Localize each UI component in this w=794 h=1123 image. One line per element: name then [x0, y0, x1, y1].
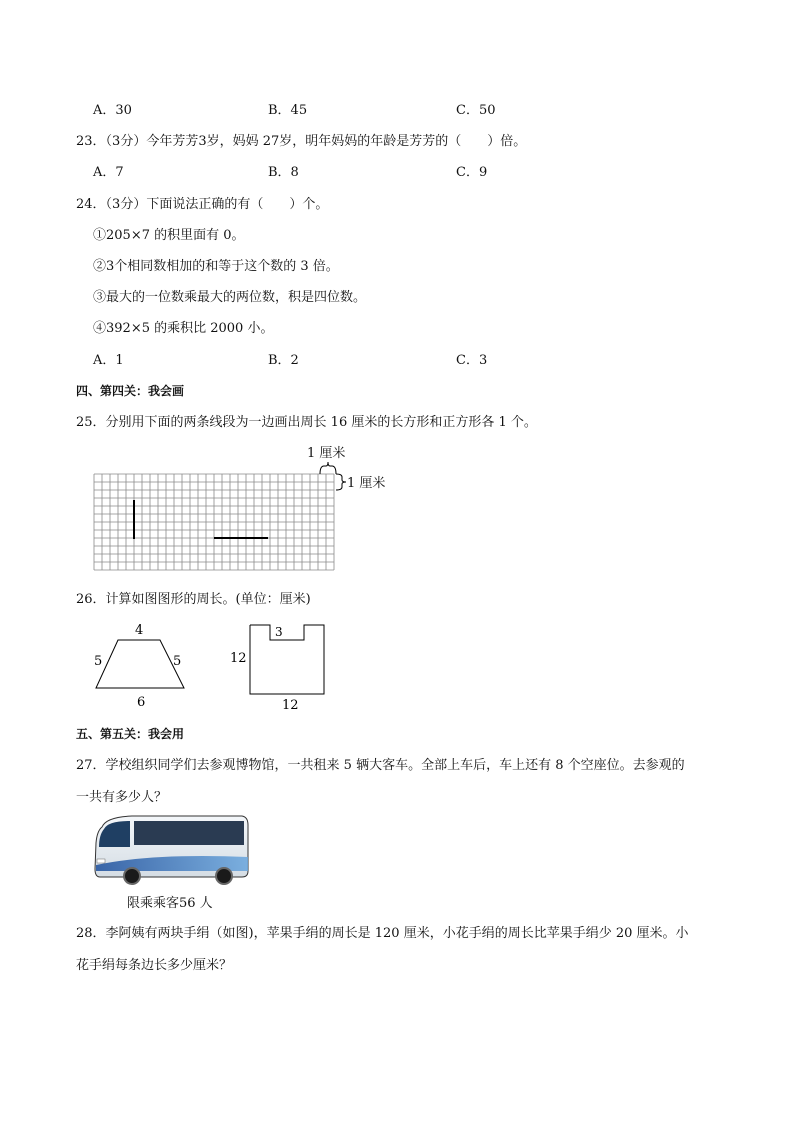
q24-option-a: A．1 — [93, 353, 124, 368]
q24-statement-4: ④392×5 的乘积比 2000 小。 — [93, 321, 274, 336]
q25-question: 25．分别用下面的两条线段为一边画出周长 16 厘米的长方形和正方形各 1 个。 — [76, 415, 537, 430]
trapezoid-bottom-label: 6 — [137, 695, 146, 710]
section-4-heading: 四、第四关：我会画 — [76, 384, 185, 398]
q22-option-c: C．50 — [456, 103, 496, 118]
q23-option-a: A．7 — [93, 165, 124, 180]
q24-option-b: B．2 — [268, 353, 299, 368]
bus-headlight — [97, 859, 105, 863]
q24-statement-3: ③最大的一位数乘最大的两位数，积是四位数。 — [93, 290, 367, 305]
right-brace — [336, 474, 346, 490]
top-brace — [320, 462, 336, 474]
q24-option-c: C．3 — [456, 353, 488, 368]
q24-statement-1: ①205×7 的积里面有 0。 — [93, 228, 245, 243]
trapezoid-right-label: 5 — [173, 654, 182, 669]
q27-question-line-1: 27．学校组织同学们去参观博物馆，一共租来 5 辆大客车。全部上车后，车上还有 8 个空座位。去参观的 — [76, 758, 685, 773]
q25-grid-figure — [88, 440, 408, 580]
bus-rear-wheel — [216, 868, 232, 884]
q23-question: 23．（3分）今年芳芳3岁，妈妈 27岁，明年妈妈的年龄是芳芳的（ ）倍。 — [76, 134, 527, 149]
q28-question-line-2: 花手绢每条边长多少厘米？ — [76, 958, 233, 973]
q22-option-b: B．45 — [268, 103, 308, 118]
q26-question: 26．计算如图图形的周长。(单位：厘米) — [76, 592, 311, 607]
notched-width-label: 12 — [282, 698, 299, 713]
trapezoid-shape — [96, 640, 184, 688]
section-5-heading: 五、第五关：我会用 — [76, 727, 185, 741]
bus-front-wheel — [124, 868, 140, 884]
q22-option-a: A．30 — [93, 103, 132, 118]
unit-label-top: 1 厘米 — [307, 446, 346, 461]
notch-label: 3 — [275, 625, 283, 639]
q23-option-b: B．8 — [268, 165, 299, 180]
bus-illustration — [92, 813, 252, 889]
q23-option-c: C．9 — [456, 165, 488, 180]
q28-question-line-1: 28．李阿姨有两块手绢（如图)，苹果手绢的周长是 120 厘米，小花手绢的周长比苹果手绢少 20 厘米。小 — [76, 926, 689, 941]
notched-shape — [250, 625, 324, 694]
trapezoid-left-label: 5 — [94, 654, 103, 669]
trapezoid-top-label: 4 — [135, 623, 144, 638]
bus-windows — [134, 821, 244, 845]
q24-question: 24．（3分）下面说法正确的有（ ）个。 — [76, 197, 329, 212]
notched-height-label: 12 — [230, 651, 247, 666]
q24-statement-2: ②3个相同数相加的和等于这个数的 3 倍。 — [93, 259, 339, 274]
q27-question-line-2: 一共有多少人？ — [76, 790, 168, 805]
q26-figures — [88, 620, 348, 715]
bus-capacity-caption: 限乘乘客56 人 — [127, 896, 213, 911]
grid-lines — [94, 474, 334, 570]
unit-label-right: 1 厘米 — [347, 476, 386, 491]
